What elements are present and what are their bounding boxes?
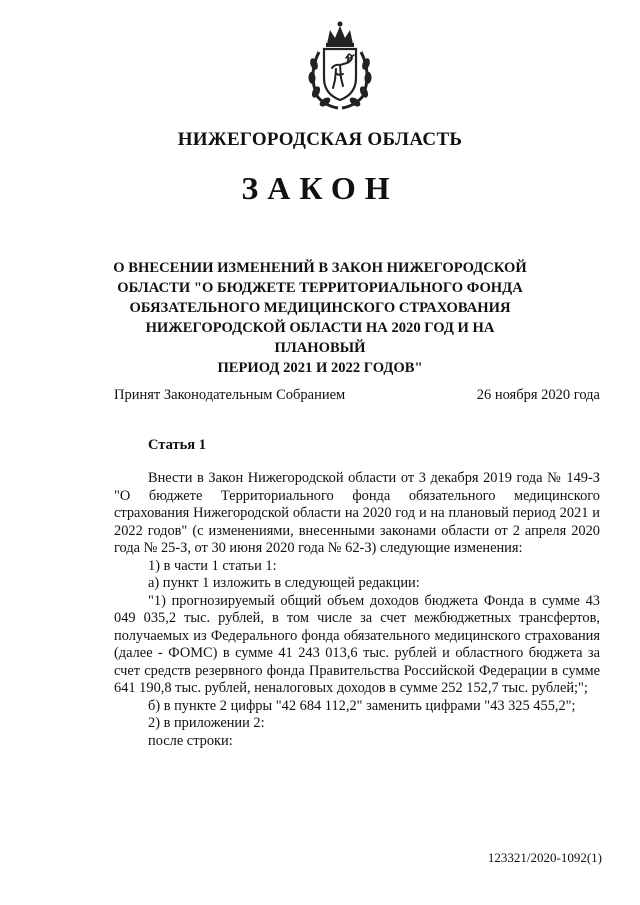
law-title-line: О ВНЕСЕНИИ ИЗМЕНЕНИЙ В ЗАКОН НИЖЕГОРОДСКОЙ [113, 260, 527, 276]
article-body [114, 470, 600, 750]
document-type: ЗАКОН [241, 170, 399, 206]
paragraph: а) пункт 1 изложить в следующей редакции: [148, 575, 420, 591]
coat-of-arms-icon [305, 18, 375, 112]
law-title-line: ПЕРИОД 2021 И 2022 ГОДОВ" [217, 360, 423, 376]
adoption-line [114, 387, 600, 404]
paragraph: 1) в части 1 статьи 1: [148, 557, 277, 574]
region-name: НИЖЕГОРОДСКАЯ ОБЛАСТЬ [177, 129, 463, 150]
paragraph: после строки: [148, 732, 233, 749]
paragraph: Внести в Закон Нижегородской области от 3 декабря 2019 года № 149-З "О бюджете Территориального фонда обязательного медицинского страхования Нижегородской области на 2020 год и на плановый период 2021 и 2022 годов" (с изменениями, внесенными законами области от 2 апреля 2020 года № 25-З, от 30 июня 2020 года № 62-З) следующие изменения: [114, 470, 600, 556]
paragraph: б) в пункте 2 цифры "42 684 112,2" заменить цифрами "43 325 455,2"; [148, 697, 576, 714]
law-title-line: ОБЯЗАТЕЛЬНОГО МЕДИЦИНСКОГО СТРАХОВАНИЯ [129, 300, 511, 316]
paragraph: 2) в приложении 2: [148, 715, 265, 731]
law-title-line: НИЖЕГОРОДСКОЙ ОБЛАСТИ НА 2020 ГОД И НА ПЛАНОВЫЙ [145, 320, 495, 356]
law-title-line: ОБЛАСТИ "О БЮДЖЕТЕ ТЕРРИТОРИАЛЬНОГО ФОНДА [117, 280, 523, 296]
paragraph: "1) прогнозируемый общий объем доходов бюджета Фонда в сумме 43 049 035,2 тыс. рублей, в том числе за счет межбюджетных трансфертов, получаемых из Федерального фонда обязательного медицинского страхования (далее - ФОМС) в сумме 41 243 013,6 тыс. рублей и областного бюджета за счет средств резервного фонда Правительства Российской Федерации в сумме 641 190,8 тыс. рублей, неналоговых доходов в сумме 252 152,7 тыс. рублей;"; [114, 592, 600, 696]
adopted-by: Принят Законодательным Собранием [114, 387, 346, 403]
article-heading: Статья 1 [148, 437, 206, 453]
adoption-date: 26 ноября 2020 года [476, 387, 600, 403]
document-number: 123321/2020-1092(1) [487, 850, 602, 865]
law-title [100, 258, 540, 378]
